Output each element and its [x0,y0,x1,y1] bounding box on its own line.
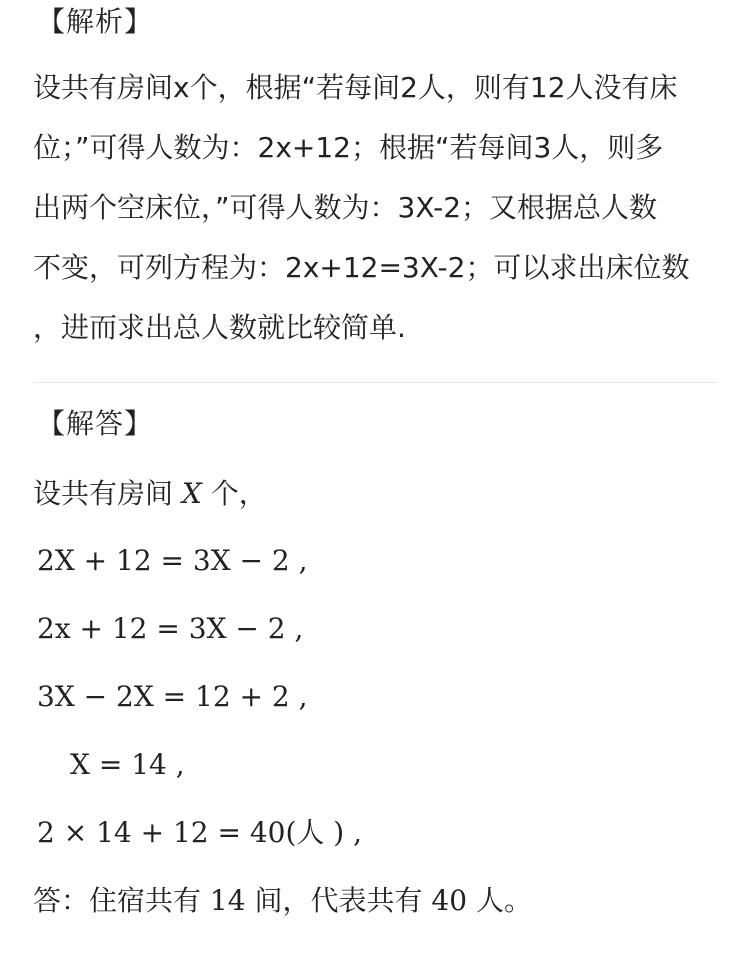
conclusion-number: 40 [431,884,468,917]
conclusion-number: 14 [209,884,246,917]
analysis-line: 不变，可列方程为：2x+12=3X-2；可以求出床位数 [33,251,690,284]
answer-intro [33,474,267,514]
intro-text: 设共有房间 [33,477,174,510]
analysis-line: 出两个空床位，”可得人数为：3X-2；又根据总人数 [33,191,658,224]
conclusion-text: 答：住宿共有 [33,884,202,917]
analysis-heading: 【解析】 [37,5,154,38]
equation-step: 3X − 2X = 12 + 2 , [37,680,308,713]
equation-step: 2X + 12 = 3X − 2 , [37,544,308,577]
intro-unit: 个， [210,477,267,510]
section-divider [33,382,717,383]
analysis-line: 设共有房间x个，根据“若每间2人，则有12人没有床 [33,71,678,104]
intro-variable: X [181,477,202,510]
analysis-paragraph [33,58,723,358]
conclusion-text: 人。 [475,884,532,917]
equation-step: X = 14 , [70,748,185,781]
conclusion-text: 间，代表共有 [254,884,423,917]
answer-conclusion [33,881,532,921]
analysis-line: 位；”可得人数为：2x+12；根据“若每间3人，则多 [33,131,664,164]
equation-step: 2x + 12 = 3X − 2 , [37,612,304,645]
analysis-line: ，进而求出总人数就比较简单. [33,311,406,344]
equation-step: 2 × 14 + 12 = 40(人 ) , [37,816,363,849]
answer-heading: 【解答】 [37,407,154,440]
